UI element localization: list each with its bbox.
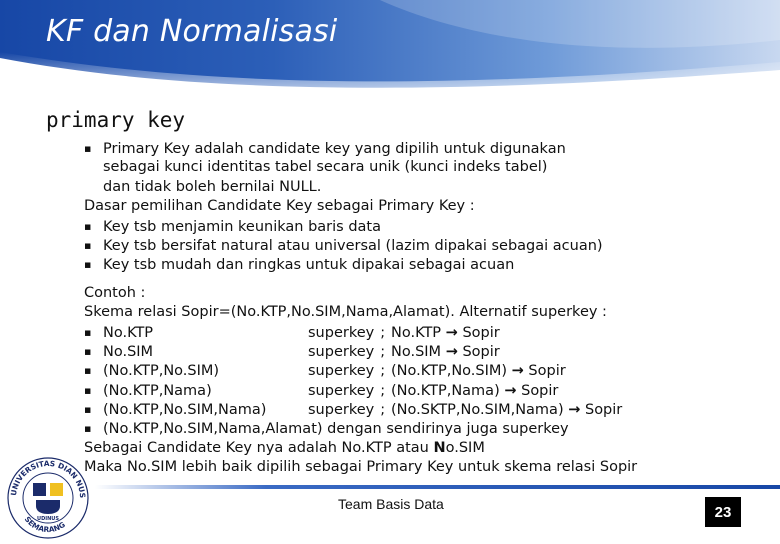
page-title: KF dan Normalisasi <box>46 14 338 49</box>
superkey-target: Sopir <box>528 363 566 380</box>
footer-label: Team Basis Data <box>338 496 444 512</box>
square-bullet-icon: ▪ <box>84 142 92 155</box>
bullet-text: Key tsb mudah dan ringkas untuk dipakai sebagai acuan <box>103 257 515 274</box>
superkey-type: superkey ; <box>308 324 386 341</box>
square-bullet-icon: ▪ <box>84 364 92 378</box>
bullet-item <box>84 255 774 274</box>
bullet-text: Primary Key adalah candidate key yang dipilih untuk digunakan <box>103 141 566 157</box>
example-heading: Contoh : <box>84 284 146 301</box>
superkey-row <box>84 342 774 361</box>
square-bullet-icon: ▪ <box>84 344 92 358</box>
university-logo <box>6 456 90 540</box>
arrow-right-icon: → <box>568 402 581 419</box>
square-bullet-icon: ▪ <box>84 258 92 272</box>
square-bullet-icon: ▪ <box>84 383 92 397</box>
svg-text:SEMARANG: SEMARANG <box>22 514 67 535</box>
arrow-right-icon: → <box>504 382 517 399</box>
square-bullet-icon: ▪ <box>84 403 92 417</box>
superkey-row <box>84 323 774 342</box>
udinus-seal-icon <box>6 456 90 540</box>
superkey-attribute: (No.KTP,No.SIM,Nama) <box>103 402 267 419</box>
bullet-text: Key tsb bersifat natural atau universal (lazim dipakai sebagai acuan) <box>103 237 603 254</box>
superkey-row <box>84 361 774 380</box>
superkey-type: superkey ; <box>308 343 386 360</box>
superkey-target: Sopir <box>462 343 500 360</box>
superkey-attribute: (No.KTP,No.SIM) <box>103 363 220 380</box>
superkey-type: superkey ; <box>308 363 386 380</box>
slide-body <box>84 139 774 478</box>
footer-divider <box>95 482 780 490</box>
superkey-attribute: (No.KTP,Nama) <box>103 382 212 399</box>
section-title: primary key <box>46 108 186 132</box>
schema-line: Skema relasi Sopir=(No.KTP,No.SIM,Nama,Alamat). Alternatif superkey : <box>84 304 607 321</box>
superkey-result: (No.KTP,No.SIM) <box>391 363 508 380</box>
bullet-item <box>84 419 774 438</box>
square-bullet-icon: ▪ <box>84 325 92 339</box>
page-number: 23 <box>705 497 741 527</box>
bullet-text: (No.KTP,No.SIM,Nama,Alamat) dengan sendirinya juga superkey <box>103 421 569 438</box>
svg-text:UNIVERSITAS DIAN NUSWANTORO: UNIVERSITAS DIAN NUS <box>9 458 88 499</box>
conclusion-line: Maka No.SIM lebih baik dipilih sebagai Primary Key untuk skema relasi Sopir <box>84 459 638 476</box>
criteria-heading: Dasar pemilihan Candidate Key sebagai Primary Key : <box>84 198 475 215</box>
bullet-item <box>84 217 774 236</box>
candidate-key-line: Sebagai Candidate Key nya adalah No.KTP atau No.SIM <box>84 439 485 456</box>
svg-text:UDINUS: UDINUS <box>37 516 59 522</box>
arrow-right-icon: → <box>511 363 524 380</box>
bullet-item <box>84 236 774 255</box>
superkey-result: (No.KTP,Nama) <box>391 382 500 399</box>
square-bullet-icon: ▪ <box>84 219 92 233</box>
superkey-target: Sopir <box>462 324 500 341</box>
bullet-continuation: sebagai kunci identitas tabel secara unik (kunci indeks tabel) <box>103 159 548 176</box>
arrow-right-icon: → <box>445 343 458 360</box>
bullet-text: Key tsb menjamin keunikan baris data <box>103 218 381 235</box>
square-bullet-icon: ▪ <box>84 422 92 436</box>
bullet-item <box>84 139 774 158</box>
superkey-result: (No.SKTP,No.SIM,Nama) <box>391 402 564 419</box>
superkey-target: Sopir <box>521 382 559 399</box>
superkey-row <box>84 400 774 419</box>
superkey-row <box>84 381 774 400</box>
superkey-type: superkey ; <box>308 382 386 399</box>
header-banner <box>0 0 780 100</box>
superkey-target: Sopir <box>584 402 623 419</box>
superkey-result: No.SIM <box>391 343 442 360</box>
bullet-continuation: dan tidak boleh bernilai NULL. <box>103 178 322 195</box>
superkey-attribute: No.KTP <box>103 324 154 341</box>
superkey-result: No.KTP <box>391 324 442 341</box>
square-bullet-icon: ▪ <box>84 238 92 252</box>
arrow-right-icon: → <box>445 324 458 341</box>
superkey-attribute: No.SIM <box>103 343 154 360</box>
superkey-type: superkey ; <box>308 402 386 419</box>
